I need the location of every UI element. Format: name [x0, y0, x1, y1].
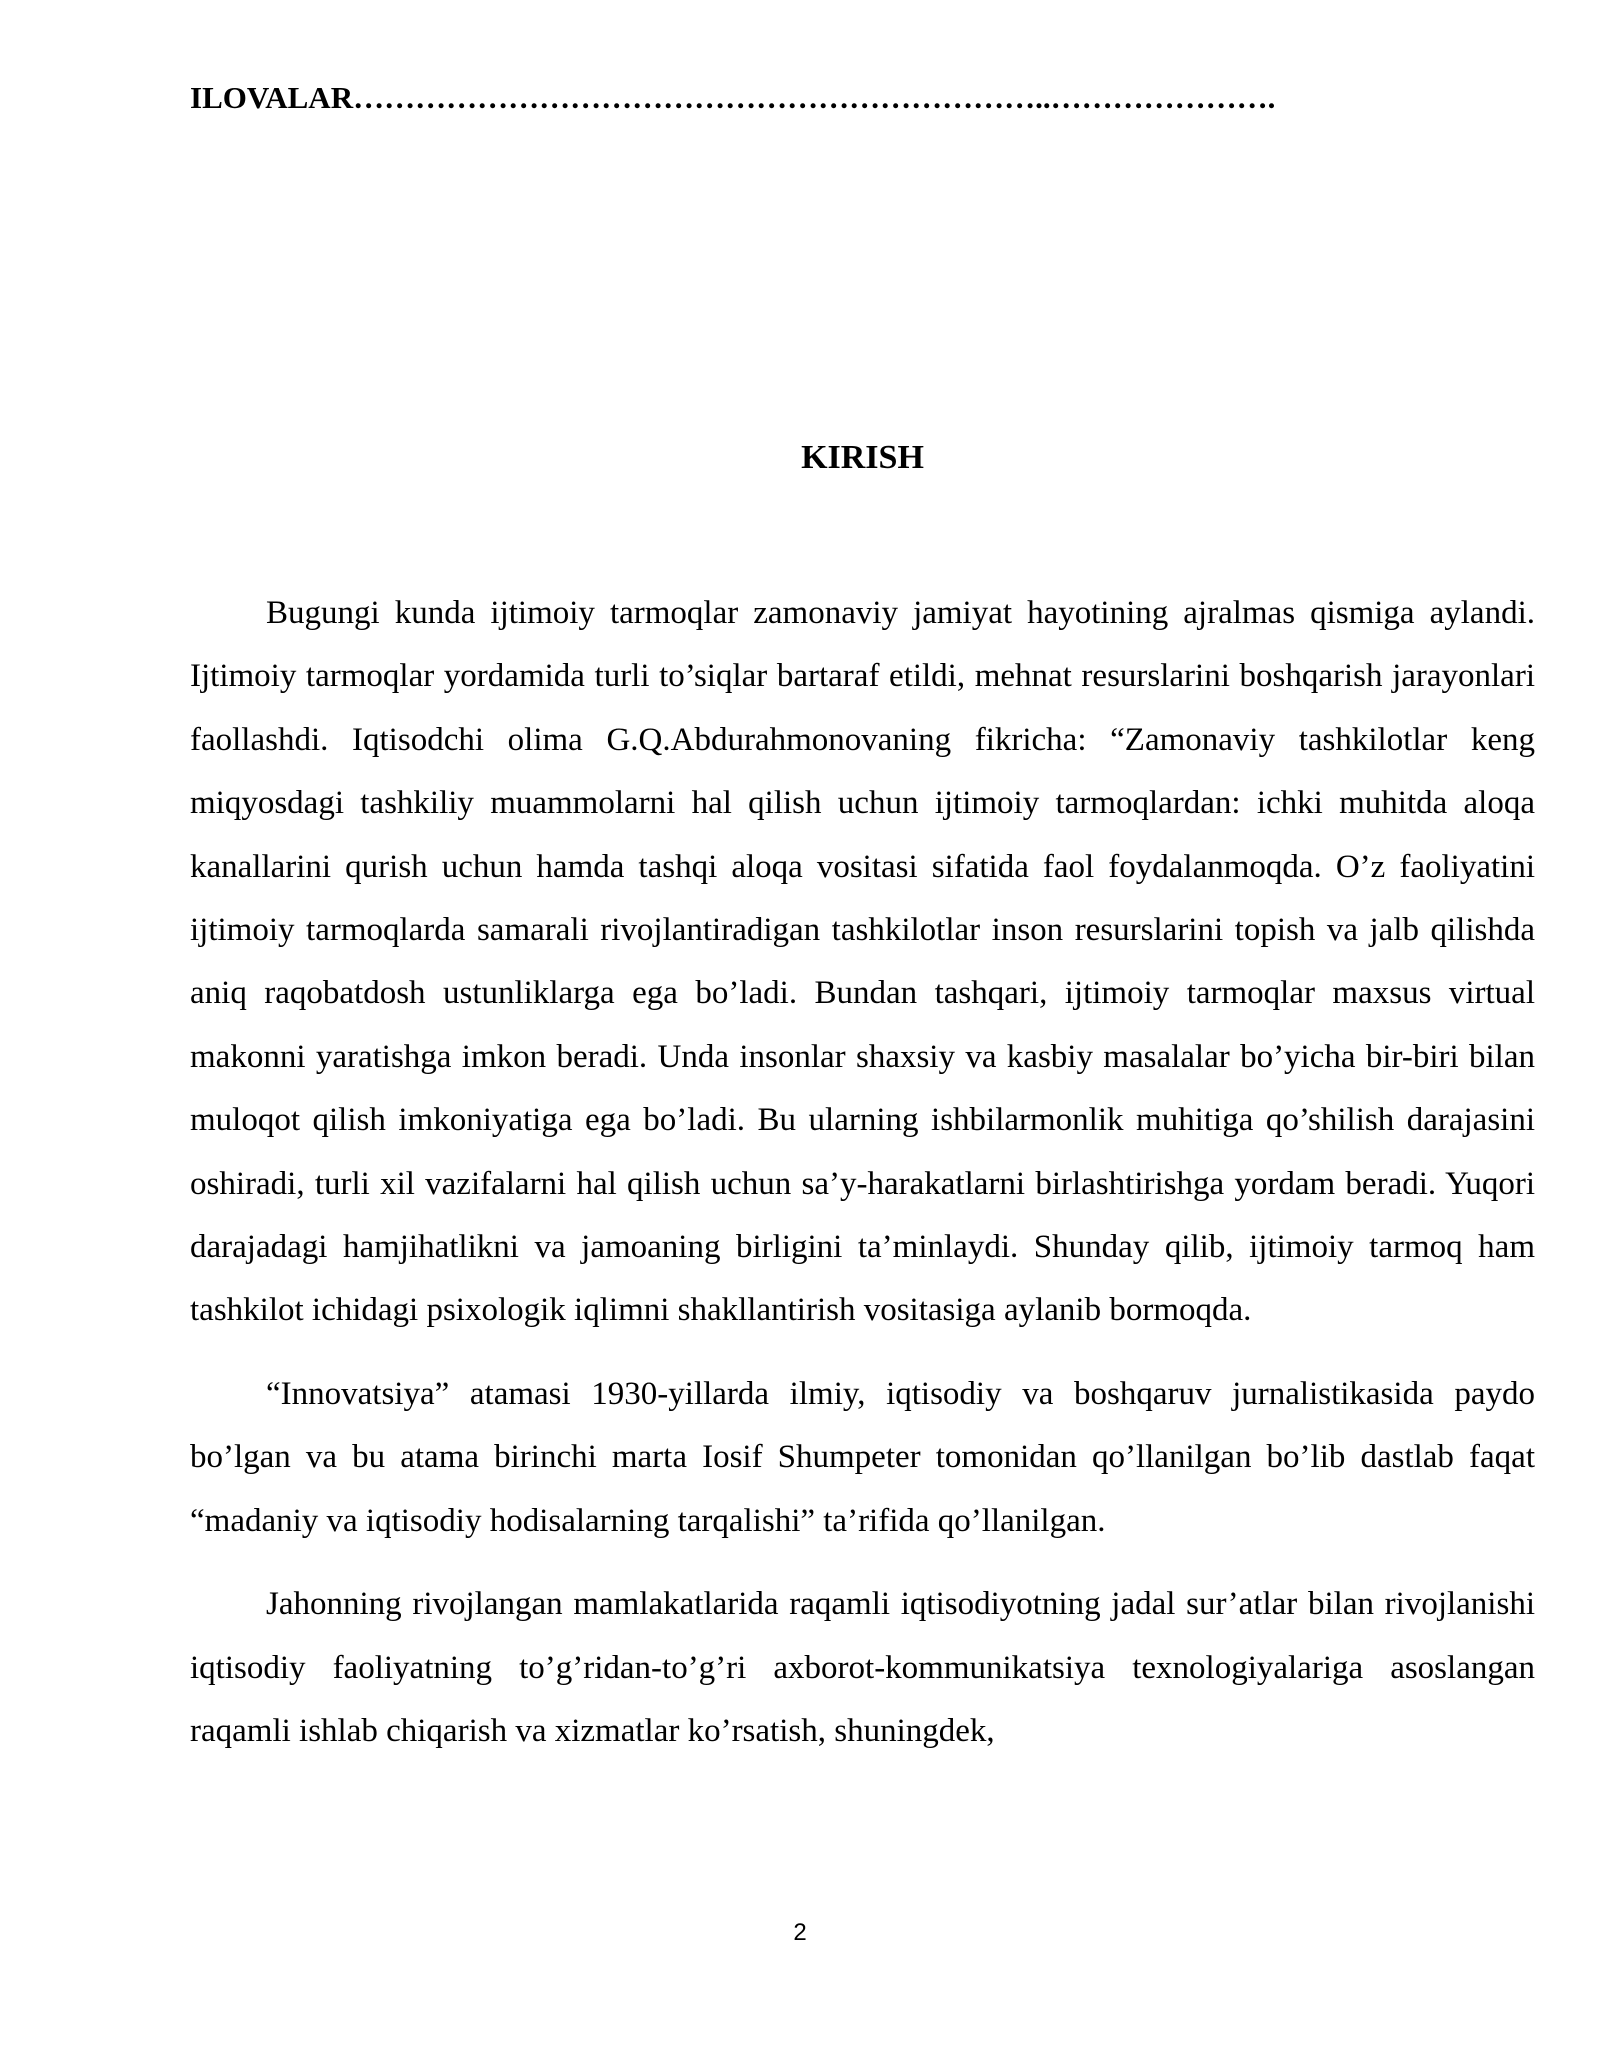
section-heading: KIRISH [801, 439, 924, 476]
toc-entry-ilovalar: ILOVALAR…………………………………………………………..…………………. [190, 80, 1276, 115]
paragraph-2: “Innovatsiya” atamasi 1930-yillarda ilmiy, iqtisodiy va boshqaruv jurnalistikasida paydo bo’lgan va bu atama birinchi marta Iosif Shumpeter tomonidan qo’llanilgan bo’lib dastlab faqat “madaniy va iqtisodiy hodisalarning tarqalishi” ta’rifida qo’llanilgan. [190, 1375, 1535, 1539]
body-text [190, 582, 1535, 1783]
paragraph-3: Jahonning rivojlangan mamlakatlarida raqamli iqtisodiyotning jadal sur’atlar bilan rivojlanishi iqtisodiy faoliyatning to’g’ridan-to’g’ri axborot-kommunikatsiya texnologiyalariga asoslangan raqamli ishlab chiqarish va xizmatlar ko’rsatish, shuningdek, [190, 1586, 1535, 1749]
paragraph-1: Bugungi kunda ijtimoiy tarmoqlar zamonaviy jamiyat hayotining ajralmas qismiga aylandi. Ijtimoiy tarmoqlar yordamida turli to’siqlar bartaraf etildi, mehnat resurslarini boshqarish jarayonlari faollashdi. Iqtisodchi olima G.Q.Abdurahmonovaning fikricha: “Zamonaviy tashkilotlar keng miqyosdagi tashkiliy muammolarni hal qilish uchun ijtimoiy tarmoqlardan: ichki muhitda aloqa kanallarini qurish uchun hamda tashqi aloqa vositasi sifatida faol foydalanmoqda. O’z faoliyatini ijtimoiy tarmoqlarda samarali rivojlantiradigan tashkilotlar inson resurslarini topish va jalb qilishda aniq raqobatdosh ustunliklarga ega bo’ladi. Bundan tashqari, ijtimoiy tarmoqlar maxsus virtual makonni yaratishga imkon beradi. Unda insonlar shaxsiy va kasbiy masalalar bo’yicha bir-biri bilan muloqot qilish imkoniyatiga ega bo’ladi. Bu ularning ishbilarmonlik muhitiga qo’shilish darajasini oshiradi, turli xil vazifalarni hal qilish uchun sa’y-harakatlarni birlashtirishga yordam beradi. Yuqori darajadagi hamjihatlikni va jamoaning birligini ta’minlaydi. Shunday qilib, ijtimoiy tarmoq ham tashkilot ichidagi psixologik iqlimni shakllantirish vositasiga aylanib bormoqda. [190, 595, 1535, 1329]
page-number: 2 [793, 1919, 807, 1946]
